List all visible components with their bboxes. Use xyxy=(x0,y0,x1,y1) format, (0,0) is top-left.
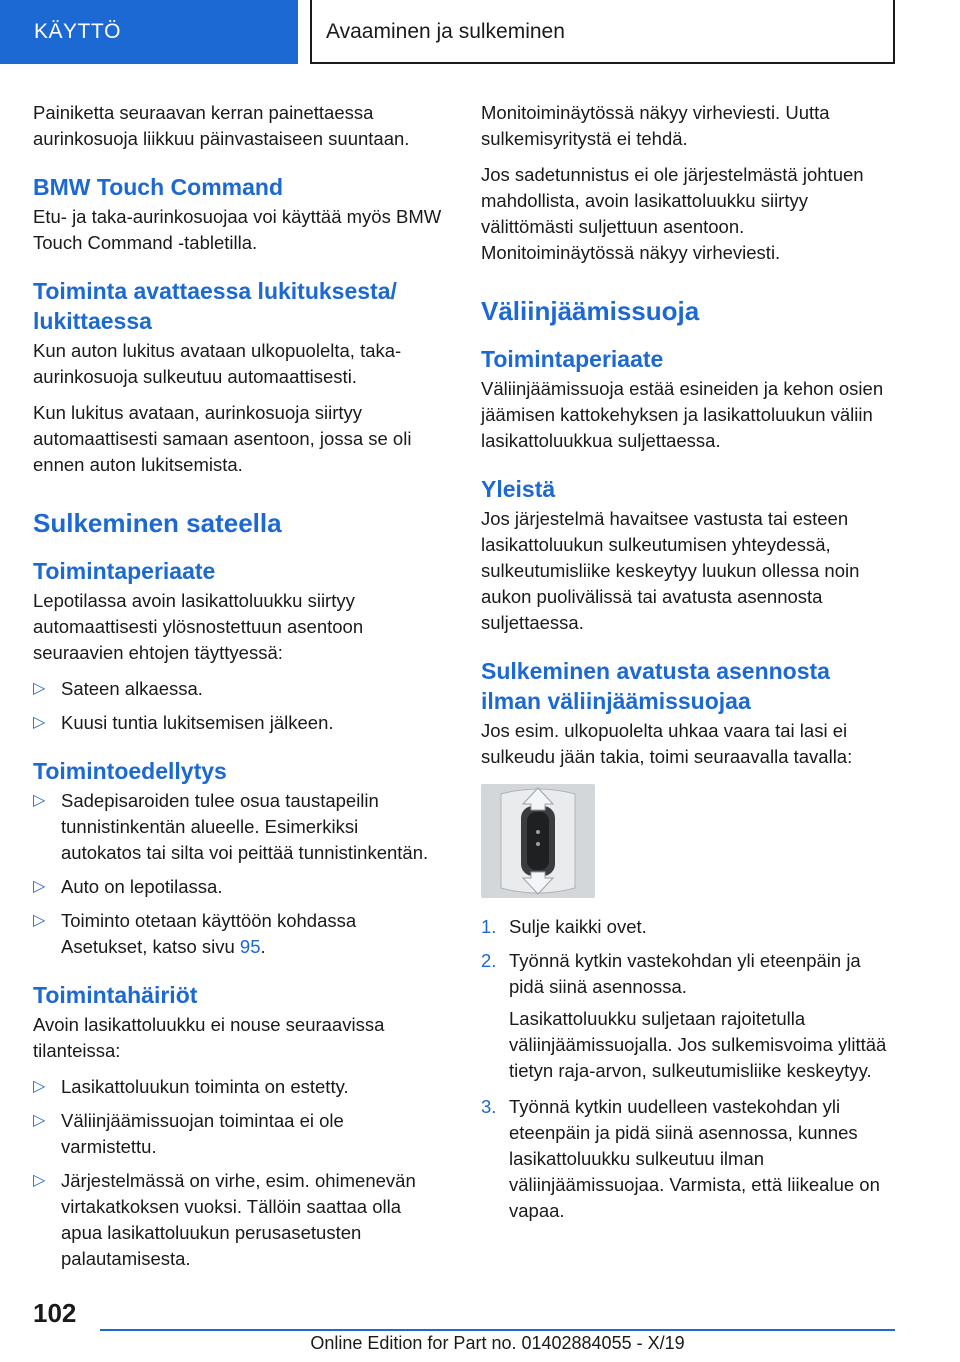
right-text-2: Jos sadetunnistus ei ole järjestelmästä johtuen mahdollista, avoin lasikattoluukku siirtyy välittömästi suljettuun asentoon. Monitoiminäytössä näkyy virheviesti. xyxy=(481,164,864,263)
edition-text: Online Edition for Part no. 01402884055 - X/19 xyxy=(310,1333,685,1353)
step-item: 2. Työnnä kytkin vastekohdan yli eteenpäin ja pidä siinä asennossa. Lasikattoluukku suljetaan rajoitetulla väliinjäämissuojalla. Jos sulkemisvoima ylittää tietyn raja-arvon, sulkeutumisliike keskeytyy. xyxy=(481,948,891,1084)
steps-list xyxy=(481,914,891,1224)
list-item: ▷ Järjestelmässä on virhe, esim. ohimenevän virtakatkoksen vuoksi. Tällöin saattaa olla apua lasikattoluukun perusasetusten palautamisesta. xyxy=(33,1170,416,1269)
triangle-bullet-icon: ▷ xyxy=(33,680,46,697)
list-item: ▷ Toiminto otetaan käyttöön kohdassa Asetukset, katso sivu 95. xyxy=(33,910,357,957)
lock-text-2: Kun lukitus avataan, aurinkosuoja siirtyy automaattisesti samaan asentoon, jossa se oli ennen auton lukitsemista. xyxy=(33,402,412,475)
fault-list xyxy=(33,1074,443,1272)
heading-touch-command: BMW Touch Command xyxy=(33,174,283,200)
heading-principle: Toimintaperiaate xyxy=(33,558,216,584)
principle-list xyxy=(33,676,443,736)
triangle-bullet-icon: ▷ xyxy=(33,878,46,895)
general-text: Jos järjestelmä havaitsee vastusta tai esteen lasikattoluukun sulkeutumisen yhteydessä, sulkeutumisliike keskeytyy luukun ollessa noin aukon puolivälissä tai avatusta asennosta suljettaessa. xyxy=(481,508,860,633)
heading-requirements: Toimintoedellytys xyxy=(33,758,227,784)
left-column xyxy=(33,100,443,1282)
triangle-bullet-icon: ▷ xyxy=(33,1078,46,1095)
close-text: Jos esim. ulkopuolelta uhkaa vaara tai lasi ei sulkeudu jään takia, toimi seuraavalla tavalla: xyxy=(481,720,853,767)
page-number: 102 xyxy=(33,1298,77,1328)
intro-text: Painiketta seuraavan kerran painettaessa aurinkosuoja liikkuu päinvastaiseen suuntaan. xyxy=(33,102,410,149)
list-item: ▷ Lasikattoluukun toiminta on estetty. xyxy=(33,1074,443,1100)
heading-pinch-protection: Väliinjäämissuoja xyxy=(481,296,700,326)
pinch-principle-text: Väliinjäämissuoja estää esineiden ja kehon osien jäämisen kattokehyksen ja lasikattoluukun väliin lasikattoluukkua suljettaessa. xyxy=(481,378,884,451)
triangle-bullet-icon: ▷ xyxy=(33,1172,46,1189)
list-item: ▷ Sateen alkaessa. xyxy=(33,676,443,702)
heading-general: Yleistä xyxy=(481,476,556,502)
requirements-list xyxy=(33,788,443,960)
section-tab: KÄYTTÖ xyxy=(0,0,298,64)
heading-close-without-protection: Sulkeminen avatusta asennosta ilman väliinjäämissuojaa xyxy=(481,658,830,714)
roof-switch-image xyxy=(481,784,595,898)
right-text-1: Monitoiminäytössä näkyy virheviesti. Uutta sulkemisyritystä ei tehdä. xyxy=(481,102,830,149)
list-item: ▷ Auto on lepotilassa. xyxy=(33,874,443,900)
lock-text-1: Kun auton lukitus avataan ulkopuolelta, taka-aurinkosuoja sulkeutuu automaattisesti. xyxy=(33,340,402,387)
page-link[interactable]: 95 xyxy=(239,936,261,957)
footer-rule xyxy=(100,1329,895,1331)
list-item: ▷ Sadepisaroiden tulee osua taustapeilin tunnistinkentän alueelle. Esimerkiksi autokatos tai silta voi peittää tunnistinkentän. xyxy=(33,790,429,863)
touch-text: Etu- ja taka-aurinkosuojaa voi käyttää myös BMW Touch Command -tabletilla. xyxy=(33,206,442,253)
triangle-bullet-icon: ▷ xyxy=(33,792,46,809)
triangle-bullet-icon: ▷ xyxy=(33,714,46,731)
heading-principle-right: Toimintaperiaate xyxy=(481,346,664,372)
heading-rain-closing: Sulkeminen sateella xyxy=(33,508,282,538)
chapter-title: Avaaminen ja sulkeminen xyxy=(310,0,895,64)
right-column xyxy=(481,100,891,1232)
fault-text: Avoin lasikattoluukku ei nouse seuraavissa tilanteissa: xyxy=(33,1014,385,1061)
step-item: 3. Työnnä kytkin uudelleen vastekohdan yli eteenpäin ja pidä siinä asennossa, kunnes lasikattoluukku sulkeutuu ilman väliinjäämissuojaa. Varmista, että liikealue on vapaa. xyxy=(481,1096,880,1221)
triangle-bullet-icon: ▷ xyxy=(33,1112,46,1129)
step-item: 1. Sulje kaikki ovet. xyxy=(481,916,647,937)
heading-lock: Toiminta avattaessa lukituksesta/ lukittaessa xyxy=(33,278,397,334)
list-item: ▷ Väliinjäämissuojan toimintaa ei ole varmistettu. xyxy=(33,1110,344,1157)
heading-malfunctions: Toimintahäiriöt xyxy=(33,982,198,1008)
principle-text: Lepotilassa avoin lasikattoluukku siirtyy automaattisesti ylösnostettuun asentoon seuraavien ehtojen täyttyessä: xyxy=(33,590,364,663)
triangle-bullet-icon: ▷ xyxy=(33,912,46,929)
roof-switch-illustration xyxy=(481,784,595,898)
list-item: ▷ Kuusi tuntia lukitsemisen jälkeen. xyxy=(33,710,443,736)
step-note: Lasikattoluukku suljetaan rajoitetulla väliinjäämissuojalla. Jos sulkemisvoima ylittää tietyn raja-arvon, sulkeutumisliike keskeytyy. xyxy=(509,1008,887,1081)
